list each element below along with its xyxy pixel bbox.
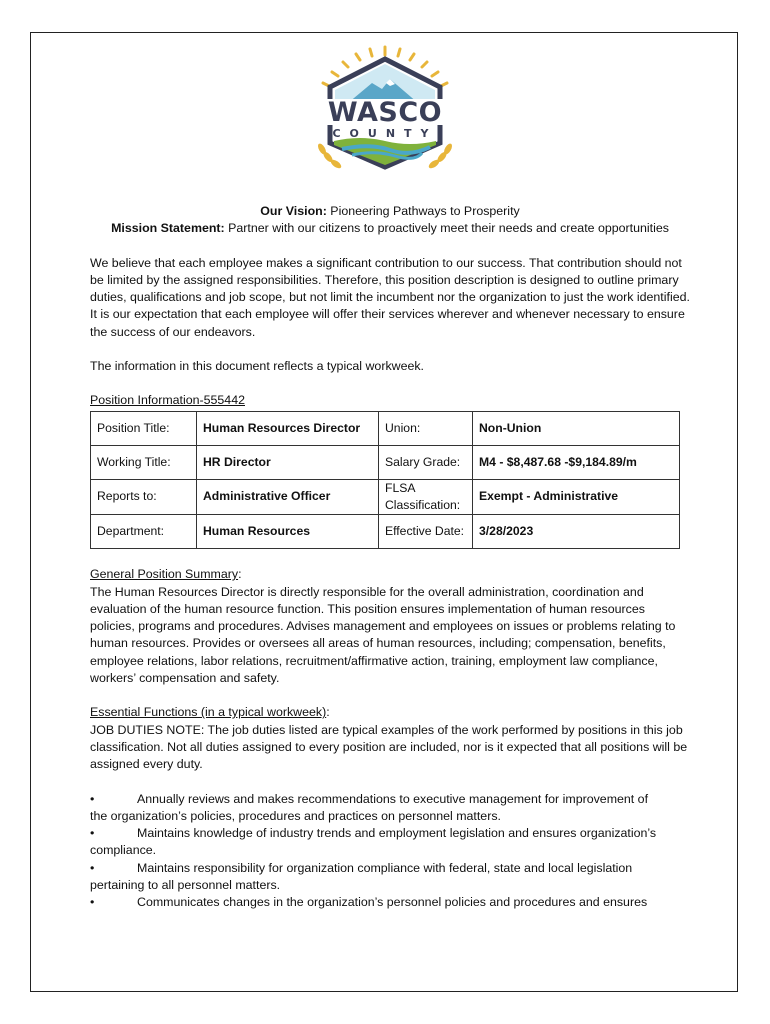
essential-heading-line xyxy=(90,704,690,721)
wasco-county-logo xyxy=(300,45,470,175)
table-row xyxy=(91,445,680,479)
duty-text: Maintains knowledge of industry trends and employment legislation and ensures organization’s xyxy=(137,826,657,841)
job-duties-note: JOB DUTIES NOTE: The job duties listed are typical examples of the work performed by positions in this job classification. Not all duties assigned to every position are included, nor is it expected that all positions will be assigned every duty. xyxy=(90,722,688,772)
salary-grade-value: M4 - $8,487.68 -$9,184.89/m xyxy=(473,445,680,479)
essential-colon: : xyxy=(326,705,330,720)
duty-continuation: compliance. xyxy=(90,843,157,858)
duty-text: Annually reviews and makes recommendations to executive management for improvement of xyxy=(137,791,649,806)
flsa-label: FLSA Classification: xyxy=(379,479,473,515)
working-title-value: HR Director xyxy=(197,445,379,479)
position-table xyxy=(90,411,680,550)
salary-grade-label: Salary Grade: xyxy=(379,445,473,479)
logo-county-text: COUNTY xyxy=(332,127,438,140)
working-title-label: Working Title: xyxy=(91,445,197,479)
duty-continuation: pertaining to all personnel matters. xyxy=(90,878,281,893)
list-item xyxy=(90,894,690,911)
vision-line xyxy=(80,203,700,220)
reports-to-label: Reports to: xyxy=(91,479,197,515)
summary-heading-line xyxy=(90,566,690,583)
reports-to-value: Administrative Officer xyxy=(197,479,379,515)
summary-colon: : xyxy=(238,567,242,582)
table-row xyxy=(91,479,680,515)
union-value: Non-Union xyxy=(473,411,680,445)
essential-heading: Essential Functions (in a typical workweek) xyxy=(90,705,327,720)
vision-label: Our Vision: xyxy=(260,204,327,218)
flsa-value: Exempt - Administrative xyxy=(473,479,680,515)
department-value: Human Resources xyxy=(197,515,379,549)
duty-text: Communicates changes in the organization’s personnel policies and procedures and ensures xyxy=(137,895,648,910)
logo-wasco-text: WASCO xyxy=(327,97,443,128)
duty-text: Maintains responsibility for organization compliance with federal, state and local legislation xyxy=(137,860,633,875)
vision-text: Pioneering Pathways to Prosperity xyxy=(326,204,520,218)
effective-date-value: 3/28/2023 xyxy=(473,515,680,549)
list-item xyxy=(90,825,690,842)
bullet-symbol: • xyxy=(90,826,95,841)
duty-continuation: the organization’s policies, procedures and practices on personnel matters. xyxy=(90,808,501,823)
summary-text: The Human Resources Director is directly responsible for the overall administration, coordination and evaluation of the human resource function. This position ensures implementation of human resources policies, programs and procedures. Advises management and employees on issues or problems relating to human resources. Provides or oversees all areas of human resources, including; compensation, benefits, employee relations, labor relations, recruitment/affirmative action, training, employment law compliance, workers’ compensation and safety. xyxy=(90,584,676,686)
duties-list xyxy=(90,791,690,912)
position-title-value: Human Resources Director xyxy=(197,411,379,445)
position-title-label: Position Title: xyxy=(91,411,197,445)
table-row xyxy=(91,411,680,445)
intro-paragraph: We believe that each employee makes a significant contribution to our success. That contribution should not be limited by the assigned responsibilities. Therefore, this position description is designed to outline primary duties, qualifications and job scope, but not limit the incumbent nor the organization to just the work identified. It is our expectation that each employee will offer their services wherever and whenever necessary to ensure the success of our endeavors. xyxy=(90,255,690,339)
document-content xyxy=(90,203,690,912)
department-label: Department: xyxy=(91,515,197,549)
workweek-note: The information in this document reflects a typical workweek. xyxy=(90,359,425,374)
mission-label: Mission Statement: xyxy=(111,221,225,236)
list-item xyxy=(90,860,690,877)
bullet-symbol: • xyxy=(90,895,95,910)
summary-heading: General Position Summary xyxy=(90,567,239,582)
position-info-heading: Position Information-555442 xyxy=(90,393,245,408)
list-item xyxy=(90,791,690,808)
mission-text: Partner with our citizens to proactively meet their needs and create opportunities xyxy=(224,221,669,236)
bullet-symbol: • xyxy=(90,791,95,806)
bullet-symbol: • xyxy=(90,860,95,875)
union-label: Union: xyxy=(379,411,473,445)
table-row xyxy=(91,515,680,549)
effective-date-label: Effective Date: xyxy=(379,515,473,549)
mission-line xyxy=(80,220,700,237)
